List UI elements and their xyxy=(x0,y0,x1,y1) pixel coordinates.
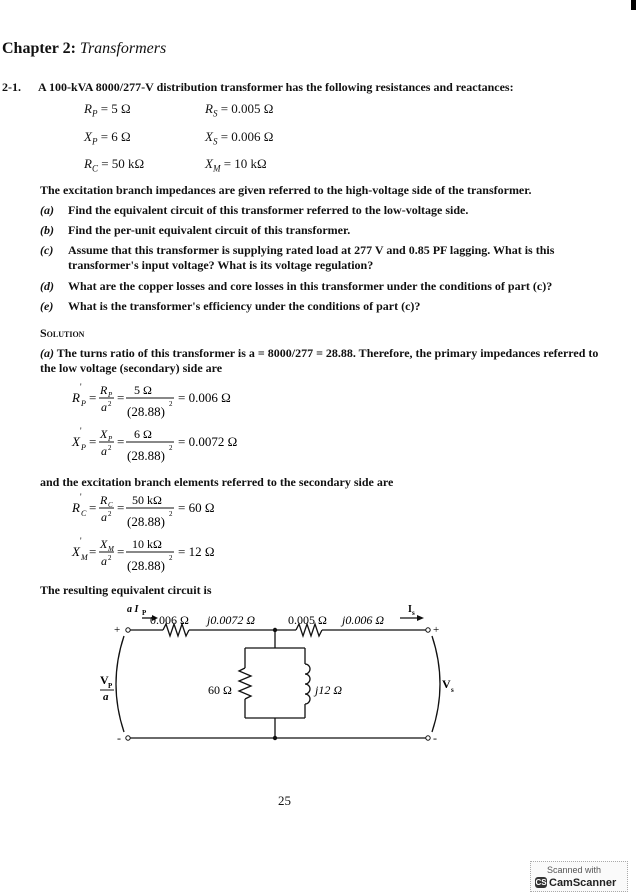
current-in-label: a I xyxy=(127,604,139,615)
part-b-text: Find the per-unit equivalent circuit of this transformer. xyxy=(68,223,351,237)
svg-text:(28.88): (28.88) xyxy=(127,404,165,419)
part-c-label: (c) xyxy=(40,243,54,257)
junction-top xyxy=(273,628,277,632)
page-number: 25 xyxy=(278,793,291,808)
solution-intro-label: (a) xyxy=(40,346,54,360)
svg-text:P: P xyxy=(81,443,86,452)
svg-text:= 60 Ω: = 60 Ω xyxy=(178,500,215,515)
svg-text:C: C xyxy=(108,501,113,509)
chapter-heading xyxy=(2,40,166,58)
svg-text:=: = xyxy=(89,434,97,449)
value-rp: $R_P = 5$ Ω xyxy=(84,101,131,119)
value-xs: $X_S = 0.006$ Ω xyxy=(205,129,274,147)
plus-right: + xyxy=(433,624,440,636)
svg-text:5 Ω: 5 Ω xyxy=(134,383,152,397)
part-e-label: (e) xyxy=(40,299,54,313)
svg-text:=: = xyxy=(117,544,125,559)
svg-text:M: M xyxy=(81,553,88,562)
svg-text:M: M xyxy=(108,545,114,553)
part-b-label: (b) xyxy=(40,223,54,237)
equivalent-circuit xyxy=(0,596,640,756)
svg-text:X: X xyxy=(72,544,80,559)
chapter-label: Chapter 2: xyxy=(2,40,76,57)
svg-text:(28.88): (28.88) xyxy=(127,514,165,529)
svg-text:2: 2 xyxy=(108,510,112,518)
svg-text:P: P xyxy=(108,435,113,443)
svg-text:P: P xyxy=(108,391,113,399)
inductor-magnetizing xyxy=(305,664,310,704)
circuit-intro: The resulting equivalent circuit is xyxy=(40,583,212,597)
svg-text:=: = xyxy=(117,434,125,449)
svg-text:': ' xyxy=(80,426,82,436)
svg-text:': ' xyxy=(80,492,82,502)
terminal-top-left xyxy=(126,628,130,632)
part-a-label: (a) xyxy=(40,203,54,217)
r-primary-label: 0.006 Ω xyxy=(150,613,189,627)
svg-text:2: 2 xyxy=(108,554,112,562)
svg-text:s: s xyxy=(451,686,454,694)
equation-rc xyxy=(60,490,290,532)
plus-left: + xyxy=(114,624,121,636)
svg-text:(28.88): (28.88) xyxy=(127,558,165,573)
svg-text:a: a xyxy=(101,400,107,414)
svg-text:= 0.0072 Ω: = 0.0072 Ω xyxy=(178,434,238,449)
part-a-text: Find the equivalent circuit of this transformer referred to the low-voltage side. xyxy=(68,203,469,217)
svg-text:2: 2 xyxy=(169,554,173,562)
terminal-top-right xyxy=(426,628,430,632)
svg-text:R: R xyxy=(72,390,80,405)
svg-text:X: X xyxy=(72,434,80,449)
svg-text:X: X xyxy=(100,427,108,441)
problem-number: 2-1. xyxy=(2,80,21,94)
equation-xp xyxy=(60,424,290,466)
svg-text:=: = xyxy=(117,500,125,515)
value-rs: $R_S = 0.005$ Ω xyxy=(205,101,274,119)
resistor-core xyxy=(239,668,251,699)
value-xm: $X_M = 10$ kΩ xyxy=(205,156,267,174)
svg-text:P: P xyxy=(81,399,86,408)
svg-text:P: P xyxy=(108,682,113,690)
svg-text:= 0.006 Ω: = 0.006 Ω xyxy=(178,390,231,405)
svg-text:R: R xyxy=(100,493,108,507)
solution-intro-text: The turns ratio of this transformer is a = 8000/277 = 28.88. Therefore, the primary impedances referred to the low voltage (secondary) side are xyxy=(40,346,599,375)
svg-text:=: = xyxy=(89,500,97,515)
svg-text:a: a xyxy=(101,510,107,524)
svg-text:2: 2 xyxy=(169,510,173,518)
part-d-label: (d) xyxy=(40,279,54,293)
svg-text:P: P xyxy=(142,609,147,617)
minus-right: - xyxy=(433,731,437,745)
svg-text:s: s xyxy=(412,609,415,617)
svg-text:= 12 Ω: = 12 Ω xyxy=(178,544,215,559)
svg-text:6 Ω: 6 Ω xyxy=(134,427,152,441)
watermark-line2: CamScanner xyxy=(549,877,617,889)
terminal-bottom-right xyxy=(426,736,430,740)
problem-statement: A 100-kVA 8000/277-V distribution transformer has the following resistances and reactances: xyxy=(38,80,514,94)
minus-left: - xyxy=(117,731,121,745)
svg-text:a: a xyxy=(101,444,107,458)
svg-text:R: R xyxy=(72,500,80,515)
chapter-title: Transformers xyxy=(79,40,167,57)
part-d-text: What are the copper losses and core losses in this transformer under the conditions of part (c)? xyxy=(68,279,553,293)
solution-heading: Solution xyxy=(40,326,85,340)
voltage-bracket-left xyxy=(116,636,124,732)
excitation-note: The excitation branch impedances are given referred to the high-voltage side of the transformer. xyxy=(40,183,532,197)
v-right-label: V xyxy=(442,677,451,691)
svg-text:C: C xyxy=(81,509,87,518)
voltage-bracket-right xyxy=(432,636,440,732)
svg-text:2: 2 xyxy=(169,444,173,452)
arrow-head-out xyxy=(417,615,424,621)
svg-text:': ' xyxy=(80,536,82,546)
v-left-label: V xyxy=(100,673,109,687)
svg-text:=: = xyxy=(117,390,125,405)
svg-text:R: R xyxy=(100,383,108,397)
value-rc: $R_C = 50$ kΩ xyxy=(84,156,145,174)
solution-intro xyxy=(40,346,600,376)
svg-text:': ' xyxy=(80,382,82,392)
svg-text:2: 2 xyxy=(169,400,173,408)
x-primary-label: j0.0072 Ω xyxy=(207,613,256,627)
x-mag-label: j12 Ω xyxy=(315,683,343,697)
svg-text:10 kΩ: 10 kΩ xyxy=(132,537,162,551)
corner-mark xyxy=(631,0,636,10)
svg-text:50 kΩ: 50 kΩ xyxy=(132,493,162,507)
svg-text:(28.88): (28.88) xyxy=(127,448,165,463)
svg-text:=: = xyxy=(89,544,97,559)
svg-text:=: = xyxy=(89,390,97,405)
camscanner-watermark xyxy=(530,861,628,892)
equation-xm xyxy=(60,534,290,576)
part-e-text: What is the transformer's efficiency under the conditions of part (c)? xyxy=(68,299,421,313)
svg-text:a: a xyxy=(101,554,107,568)
camscanner-logo-icon: CS xyxy=(535,878,547,887)
equation-rp xyxy=(60,380,290,422)
x-secondary-label: j0.006 Ω xyxy=(342,613,385,627)
junction-bottom xyxy=(273,736,277,740)
r-secondary-label: 0.005 Ω xyxy=(288,613,327,627)
terminal-bottom-left xyxy=(126,736,130,740)
value-xp: $X_P = 6$ Ω xyxy=(84,129,131,147)
excitation-intro: and the excitation branch elements referred to the secondary side are xyxy=(40,475,394,489)
svg-text:X: X xyxy=(100,537,108,551)
svg-text:2: 2 xyxy=(108,444,112,452)
svg-text:a: a xyxy=(103,691,109,703)
part-c-text: Assume that this transformer is supplying rated load at 277 V and 0.85 PF lagging. What is this transformer's input voltage? What is its voltage regulation? xyxy=(68,243,555,272)
svg-text:2: 2 xyxy=(108,400,112,408)
watermark-line1: Scanned with xyxy=(547,865,602,875)
current-out-label: I xyxy=(408,604,412,615)
r-core-label: 60 Ω xyxy=(208,683,232,697)
